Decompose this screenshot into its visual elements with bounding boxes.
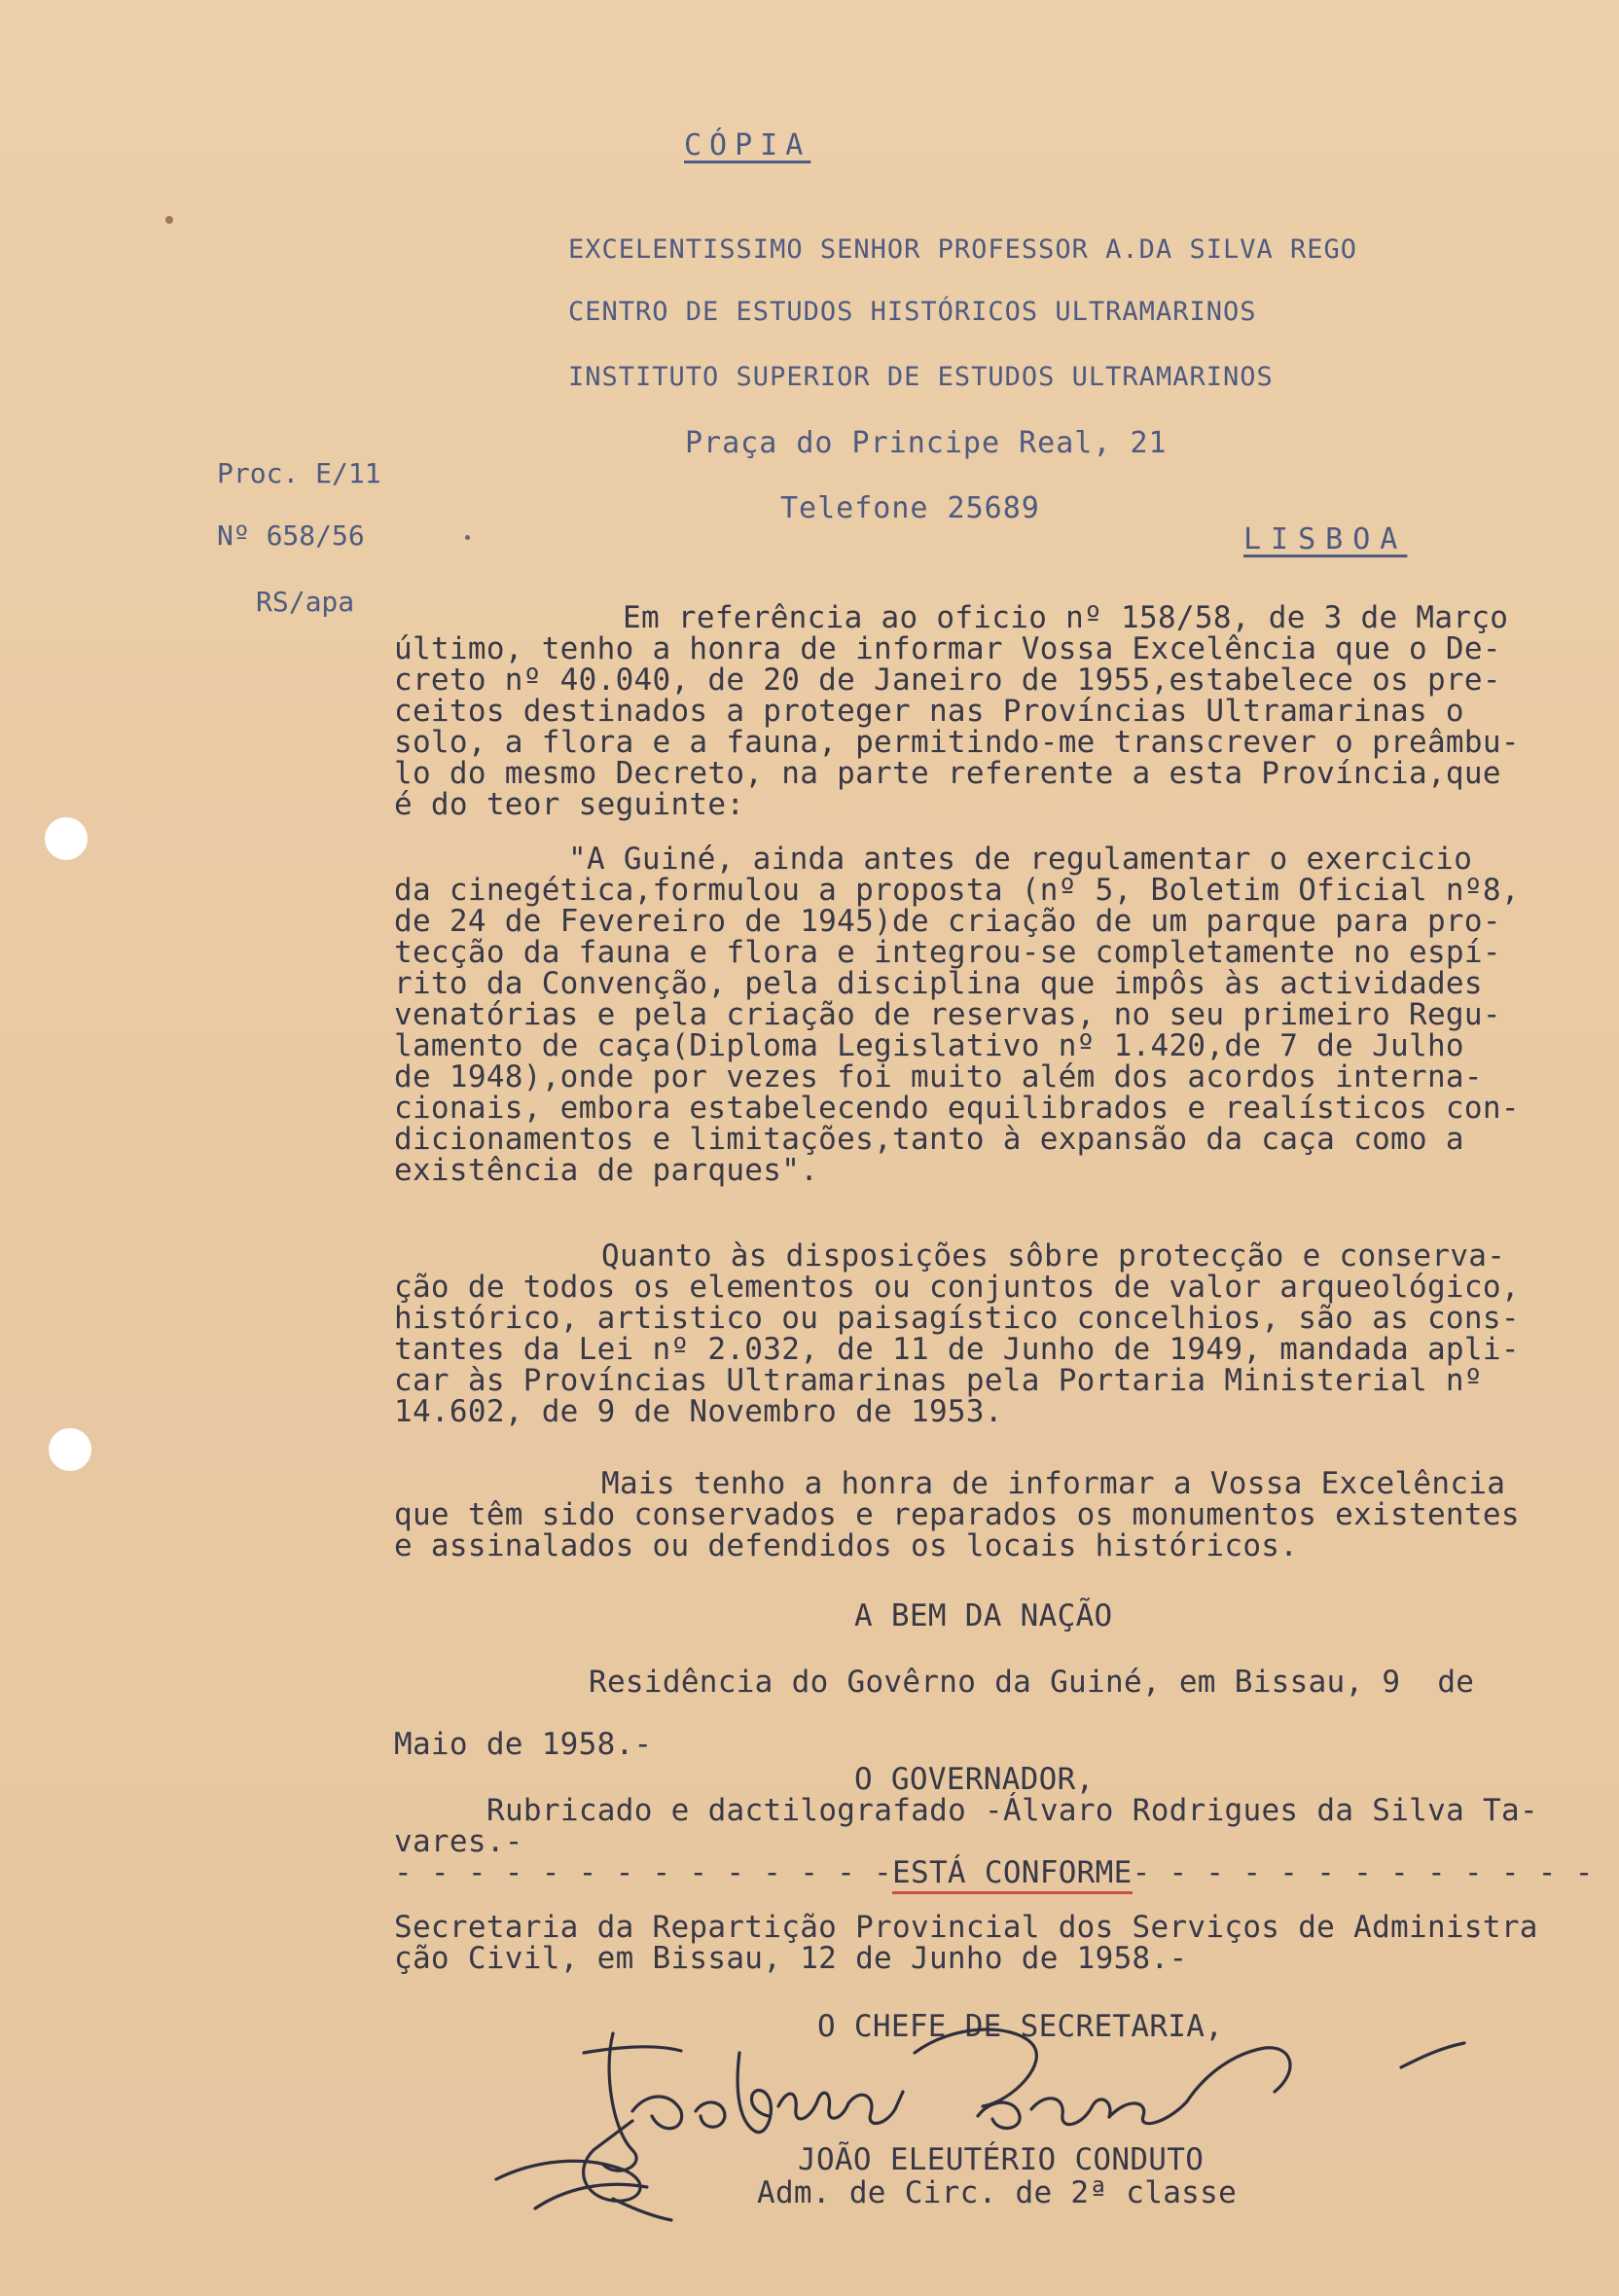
certification-line-1: Secretaria da Repartição Provincial dos Serviços de Administra [394,1910,1538,1945]
closing-salutation: A BEM DA NAÇÃO [854,1598,1113,1633]
conformity-stamp-text: ESTÁ CONFORME [892,1855,1133,1894]
governor-title: O GOVERNADOR, [854,1762,1095,1797]
addressee-line-3: INSTITUTO SUPERIOR DE ESTUDOS ULTRAMARINOS [568,362,1274,392]
paper-spot [165,216,173,224]
place-date-line-1: Residência do Govêrno da Guiné, em Bissau, 9 de [589,1665,1475,1700]
addressee-line-4: Praça do Principe Real, 21 [685,426,1168,460]
handwritten-rubric [477,2111,710,2228]
addressee-line-1: EXCELENTISSIMO SENHOR PROFESSOR A.DA SILVA REGO [568,234,1358,265]
document-page: CÓPIA EXCELENTISSIMO SENHOR PROFESSOR A.DA SILVA REGO CENTRO DE ESTUDOS HISTÓRICOS ULTRAMARINOS INSTITUTO SUPERIOR DE ESTUDOS ULTRAMARINOS Praça do Principe Real, 21 Telefone 25689 LISBOA Proc. E/11 Nº 658/56 RS/apa Em referência ao oficio nº 158/58, de 3 de Março último, tenho a honra de informar Vossa Excelência que o De- creto nº 40.040, de 20 de Janeiro de 1955,estabelece os pre- ceitos destinados a proteger nas Províncias Ultramarinas o solo, a flora e a fauna, permitindo-me transcrever o preâmbu- lo do mesmo Decreto, na parte referente a esta Província,que é do teor seguinte: "A Guiné, ainda antes de regulamentar o exercicio da cinegética,formulou a proposta (nº 5, Boletim Oficial nº8, de 24 de Fevereiro de 1945)de criação de um parque para pro- tecção da fauna e flora e integrou-se completamente no espí- rito da Convenção, pela disciplina que impôs às actividades venatórias e pela criação de reservas, no seu primeiro Regu- lamento de caça(Diploma Legislativo nº 1.420,de 7 de Julho de 1948),onde por vezes foi muito além dos acordos interna- cionais, embora estabelecendo equilibrados e realísticos con- dicionamentos e limitações,tanto à expansão da caça como a existência de parques". Quanto às disposições sôbre protecção e conserva- ção de todos os elementos ou conjuntos de valor arqueológico, histórico, artistico ou paisagístico concelhios, são as cons- tantes da Lei nº 2.032, de 11 de Junho de 1949, mandada apli- car às Províncias Ultramarinas pela Portaria Ministerial nº 14.602, de 9 de Novembro de 1953. Mais tenho a honra de informar a Vossa Excelência que têm sido conservados e reparados os monumentos existentes e assinalados ou defendidos os locais históricos. A BEM DA NAÇÃO Residência do Govêrno da Guiné, em Bissau, 9 de Maio de 1958.- O GOVERNADOR, Rubricado e dactilografado -Álvaro Rodrigues da Silva Ta- vares.- - - - - - - - - - - - - - -ESTÁ CONFORME- - - - - - - - - - - - - Secretaria da Repartição Provincial dos Serviços de Administra ção Civil, em Bissau, 12 de Junho de 1958.- O CHEFE DE SECRETARIA, JOÃO ELEUTÉRIO CONDUTO Adm. de Circ. de 2ª classe [0,0,1619,2296]
addressee-line-2: CENTRO DE ESTUDOS HISTÓRICOS ULTRAMARINOS [568,297,1257,327]
place-date-line-2: Maio de 1958.- [394,1727,653,1762]
signatory-name: JOÃO ELEUTÉRIO CONDUTO [798,2142,1205,2177]
office-number: Nº 658/56 [217,520,365,552]
punch-hole [49,1428,91,1471]
certification-line-2: ção Civil, em Bissau, 12 de Junho de 1958.- [394,1941,1188,1976]
doc-heading: CÓPIA [684,128,811,162]
secretary-title: O CHEFE DE SECRETARIA, [817,2009,1224,2044]
addressee-city: LISBOA [1243,522,1408,556]
addressee-line-5: Telefone 25689 [780,491,1040,525]
rubric-line-2: vares.- [394,1824,523,1859]
punch-hole [45,817,88,860]
signatory-role: Adm. de Circ. de 2ª classe [757,2175,1238,2210]
conformity-line: - - - - - - - - - - - - - -ESTÁ CONFORME- - - - - - - - - - - - - [394,1858,1594,1888]
rubric-line-1: Rubricado e dactilografado -Álvaro Rodrigues da Silva Ta- [486,1793,1538,1828]
initials: RS/apa [256,586,355,618]
process-number: Proc. E/11 [217,457,381,489]
paper-spot [465,535,470,540]
